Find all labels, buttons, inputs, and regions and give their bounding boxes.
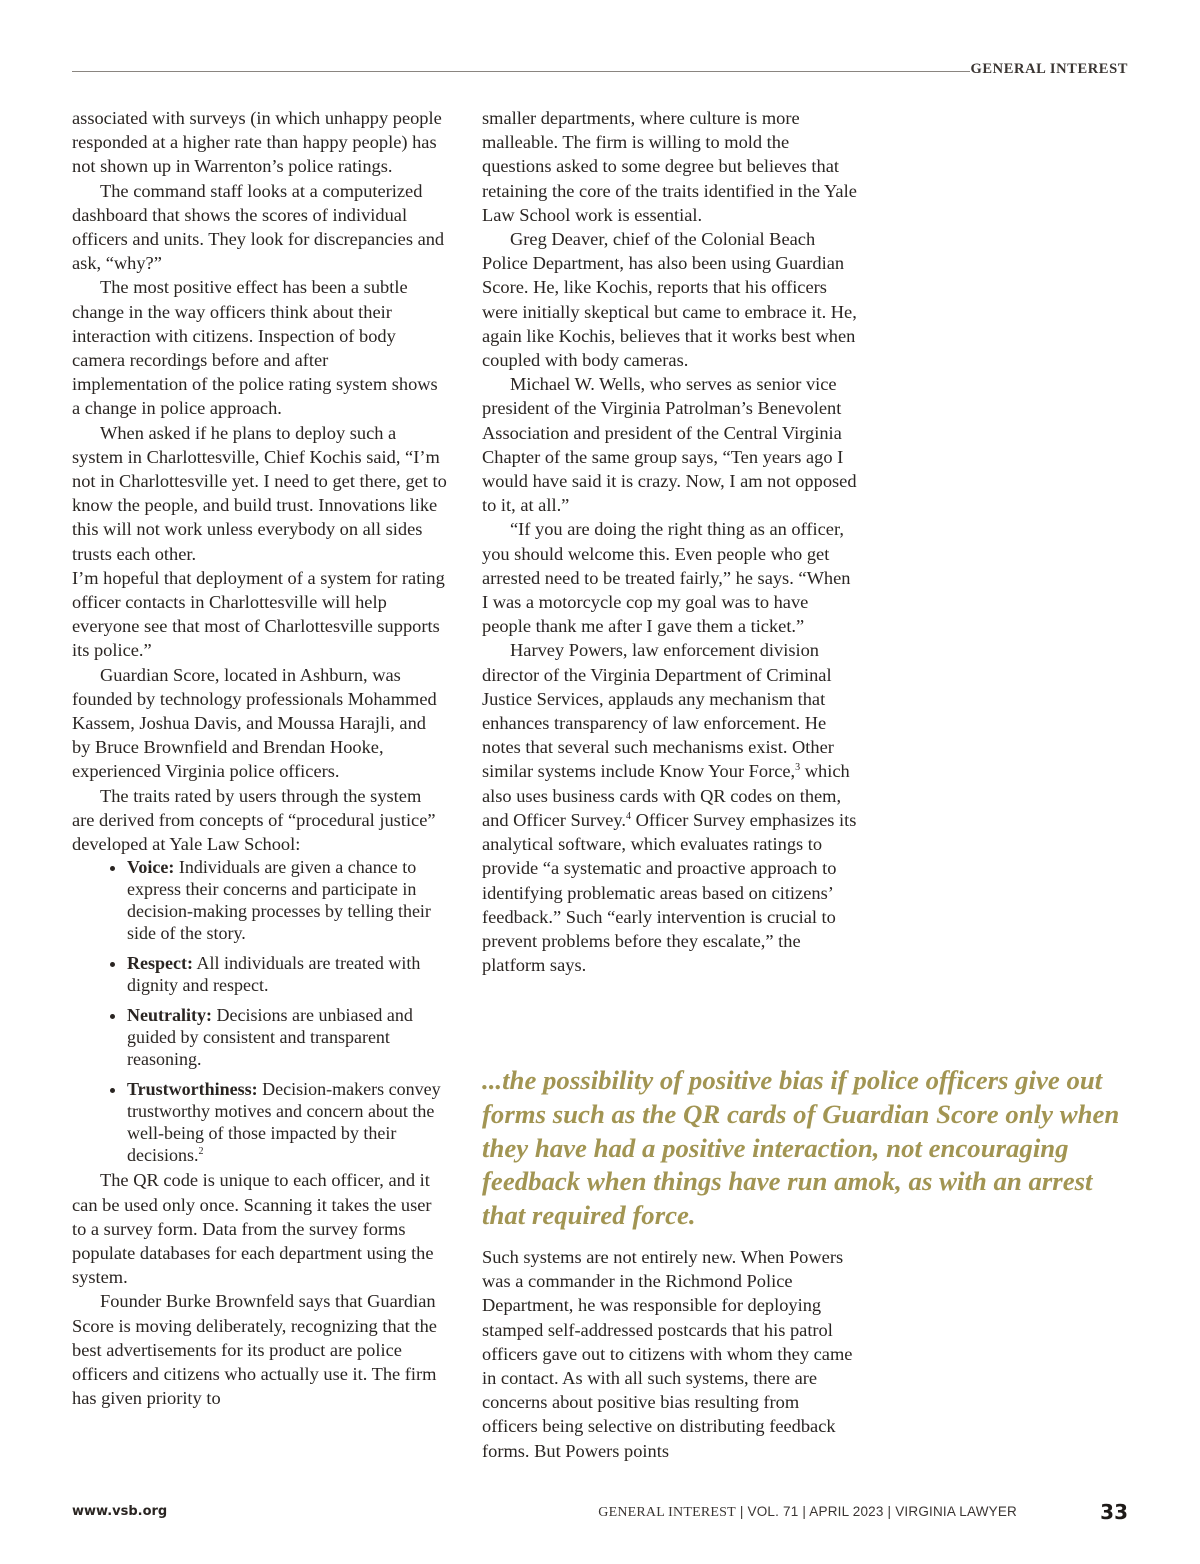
paragraph: Michael W. Wells, who serves as senior vice president of the Virginia Patrolman’s Benevolent Association and president of the Central Virginia Chapter of the same group says, “Ten years ago I would have said it is crazy. Now, I am not opposed to it, at all.”: [482, 374, 857, 516]
paragraph: The traits rated by users through the system are derived from concepts of “procedural justice” developed at Yale Law School:: [72, 785, 436, 855]
paragraph: The QR code is unique to each officer, and it can be used only once. Scanning it takes the user to a survey form. Data from the survey forms populate databases for each department using the system.: [72, 1170, 434, 1288]
left-column: [72, 106, 448, 1410]
paragraph: The most positive effect has been a subtle change in the way officers think about their interaction with citizens. Inspection of body camera recordings before and after implementation of the police rating system shows a change in police approach.: [72, 277, 438, 419]
list-item: [127, 1004, 448, 1070]
paragraph: Founder Burke Brownfeld says that Guardian Score is moving deliberately, recognizing that the best advertisements for its product are police officers and citizens who actually use it. The firm has given priority to: [72, 1291, 437, 1409]
footnote-marker: 4: [626, 810, 632, 822]
list-item: [127, 856, 448, 944]
trait-text: All individuals are treated with dignity and respect.: [127, 953, 421, 996]
trait-term: Respect:: [127, 953, 193, 974]
paragraph: Greg Deaver, chief of the Colonial Beach Police Department, has also been using Guardian Score. He, like Kochis, reports that his officers were initially skeptical but came to embrace it. He, again like Kochis, believes that it works best when coupled with body cameras.: [482, 229, 857, 371]
paragraph: smaller departments, where culture is more malleable. The firm is willing to mold the questions asked to some degree but believes that retaining the core of the traits identified in the Yale Law School work is essential.: [482, 108, 857, 225]
right-column-continued: [482, 1245, 858, 1463]
list-item: [127, 952, 448, 996]
footnote-marker: 3: [795, 762, 801, 774]
trait-term: Trustworthiness:: [127, 1079, 258, 1100]
trait-text: Individuals are given a chance to express their concerns and participate in decision-making processes by telling their side of the story.: [127, 857, 431, 944]
paragraph: Such systems are not entirely new. When Powers was a commander in the Richmond Police Department, he was responsible for deploying stamped self-addressed postcards that his patrol officers gave out to citizens with whom they came in contact. As with all such systems, there are concerns about positive bias resulting from officers being selective on distributing feedback forms. But Powers points: [482, 1247, 853, 1461]
header-rule: [72, 71, 970, 72]
paragraph: The command staff looks at a computerized dashboard that shows the scores of individual officers and units. They look for discrepancies and ask, “why?”: [72, 180, 445, 274]
paragraph: associated with surveys (in which unhappy people responded at a higher rate than happy people) has not shown up in Warrenton’s police ratings.: [72, 108, 442, 177]
paragraph: Guardian Score, located in Ashburn, was founded by technology professionals Mohammed Kassem, Joshua Davis, and Moussa Harajli, and by Bruce Brownfield and Brendan Hooke, experienced Virginia police officers.: [72, 664, 437, 782]
section-heading: GENERAL INTEREST: [970, 61, 1128, 77]
traits-list: [72, 856, 448, 1166]
paragraph: Harvey Powers, law enforcement division director of the Virginia Department of Criminal Justice Services, applauds any mechanism that enhances transparency of law enforcement. He notes that several such mechanisms exist. Other similar systems include Know Your Force,$^3$ which also uses business cards with QR codes on them, and Officer Survey.$^4$ Officer Survey emphasizes its analytical software, which evaluates ratings to provide “a systematic and proactive approach to identifying problematic areas based on citizens’ feedback.” Such “early intervention is crucial to prevent problems before they escalate,” the platform says.: [482, 640, 857, 976]
paragraph: I’m hopeful that deployment of a system for rating officer contacts in Charlottesville will help everyone see that most of Charlottesville supports its police.”: [72, 567, 445, 661]
trait-text: Decision-makers convey trustworthy motives and concern about the well-being of those impacted by their decisions.: [127, 1079, 441, 1166]
trait-text: Decisions are unbiased and guided by consistent and transparent reasoning.: [127, 1005, 413, 1070]
footer-volume: VOL. 71: [747, 1504, 799, 1519]
trait-term: Neutrality:: [127, 1005, 212, 1026]
pull-quote: ...the possibility of positive bias if police officers give out forms such as the QR cards of Guardian Score only when they have had a positive interaction, not encouraging feedback when things have run amok, as with an arrest that required force.: [482, 1065, 1120, 1231]
footnote-marker: 2: [198, 1146, 204, 1158]
footer-publication: VIRGINIA LAWYER: [895, 1504, 1017, 1519]
paragraph: “If you are doing the right thing as an officer, you should welcome this. Even people who get arrested need to be treated fairly,” he says. “When I was a motorcycle cop my goal was to have people thank me after I gave them a ticket.”: [482, 519, 851, 637]
footer-section: GENERAL INTEREST: [598, 1505, 736, 1520]
footer-url: www.vsb.org: [72, 1504, 168, 1519]
trait-term: Voice:: [127, 857, 175, 878]
footer-date: APRIL 2023: [809, 1504, 884, 1519]
right-column: [482, 106, 858, 977]
paragraph: When asked if he plans to deploy such a system in Charlottesville, Chief Kochis said, “I’m not in Charlottesville yet. I need to get there, get to know the people, and build trust. Innovations like this will not work unless everybody on all sides trusts each other.: [72, 422, 447, 564]
list-item: [127, 1078, 448, 1166]
footer-publication-info: GENERAL INTEREST | VOL. 71 | APRIL 2023 | VIRGINIA LAWYER: [598, 1504, 1017, 1520]
page-number: 33: [1100, 1500, 1128, 1524]
